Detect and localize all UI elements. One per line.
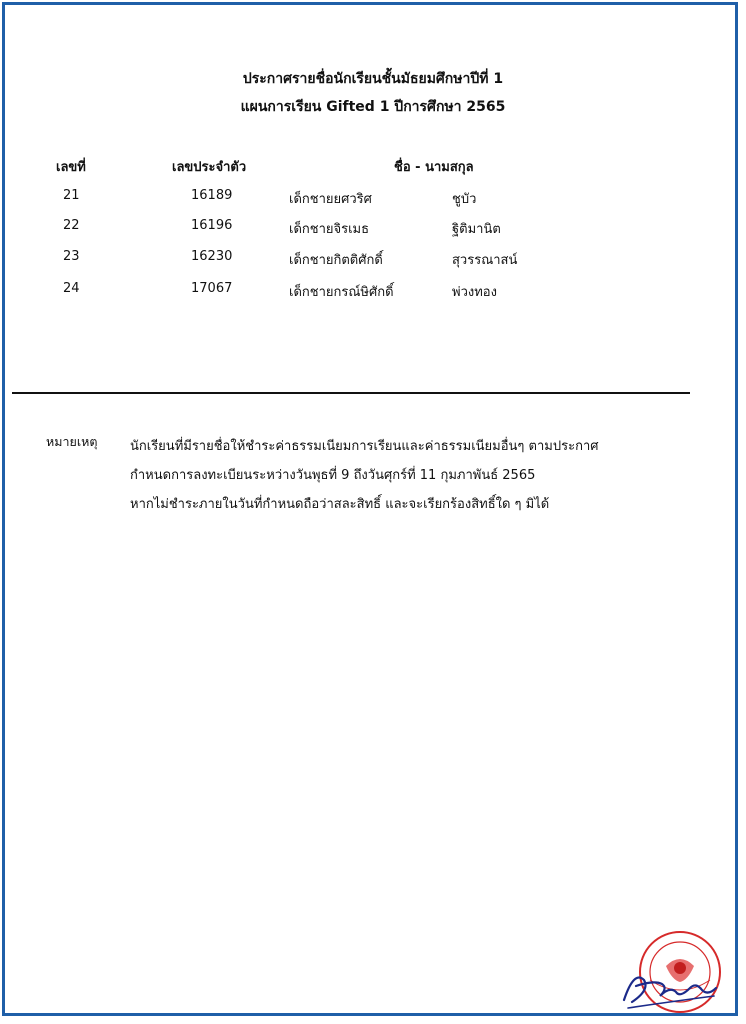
row-student-id: 16230 — [191, 249, 233, 264]
row-last-name: พ่วงทอง — [452, 285, 497, 300]
row-number: 24 — [63, 281, 80, 296]
document-title: ประกาศรายชื่อนักเรียนชั้นมัธยมศึกษาปีที่ 1 — [242, 71, 504, 87]
note-line: นักเรียนที่มีรายชื่อให้ชำระค่าธรรมเนียมการเรียนและค่าธรรมเนียมอื่นๆ ตามประกาศ — [130, 439, 599, 454]
row-first-name: เด็กชายยศวริศ — [289, 192, 372, 207]
note-body — [130, 432, 690, 519]
row-number: 23 — [63, 249, 80, 264]
row-first-name: เด็กชายกิตติศักดิ์ — [289, 253, 383, 268]
row-student-id: 17067 — [191, 281, 233, 296]
note-label: หมายเหตุ — [46, 434, 98, 449]
row-last-name: ชูบัว — [452, 192, 477, 207]
table-row — [0, 281, 746, 311]
row-number: 22 — [63, 218, 80, 233]
note-line: หากไม่ชำระภายในวันที่กำหนดถือว่าสละสิทธิ์ และจะเรียกร้องสิทธิ์ใด ๆ มิได้ — [130, 497, 550, 512]
document-subtitle: แผนการเรียน Gifted 1 ปีการศึกษา 2565 — [240, 99, 506, 115]
note-line: กำหนดการลงทะเบียนระหว่างวันพุธที่ 9 ถึงวันศุกร์ที่ 11 กุมภาพันธ์ 2565 — [130, 468, 536, 483]
row-last-name: สุวรรณาสน์ — [452, 253, 518, 268]
row-student-id: 16196 — [191, 218, 233, 233]
table-row — [0, 249, 746, 279]
header-student-id: เลขประจำตัว — [172, 160, 247, 175]
table-row — [0, 218, 746, 248]
table-row — [0, 188, 746, 218]
row-first-name: เด็กชายกรณ์ษิศักดิ์ — [289, 285, 394, 300]
header-number: เลขที่ — [56, 160, 86, 175]
school-seal-and-signature — [614, 928, 734, 1018]
section-divider — [12, 392, 690, 394]
row-first-name: เด็กชายจิรเมธ — [289, 222, 370, 237]
row-student-id: 16189 — [191, 188, 233, 203]
row-last-name: ฐิติมานิต — [452, 222, 501, 237]
row-number: 21 — [63, 188, 80, 203]
header-name: ชื่อ - นามสกุล — [394, 160, 474, 175]
